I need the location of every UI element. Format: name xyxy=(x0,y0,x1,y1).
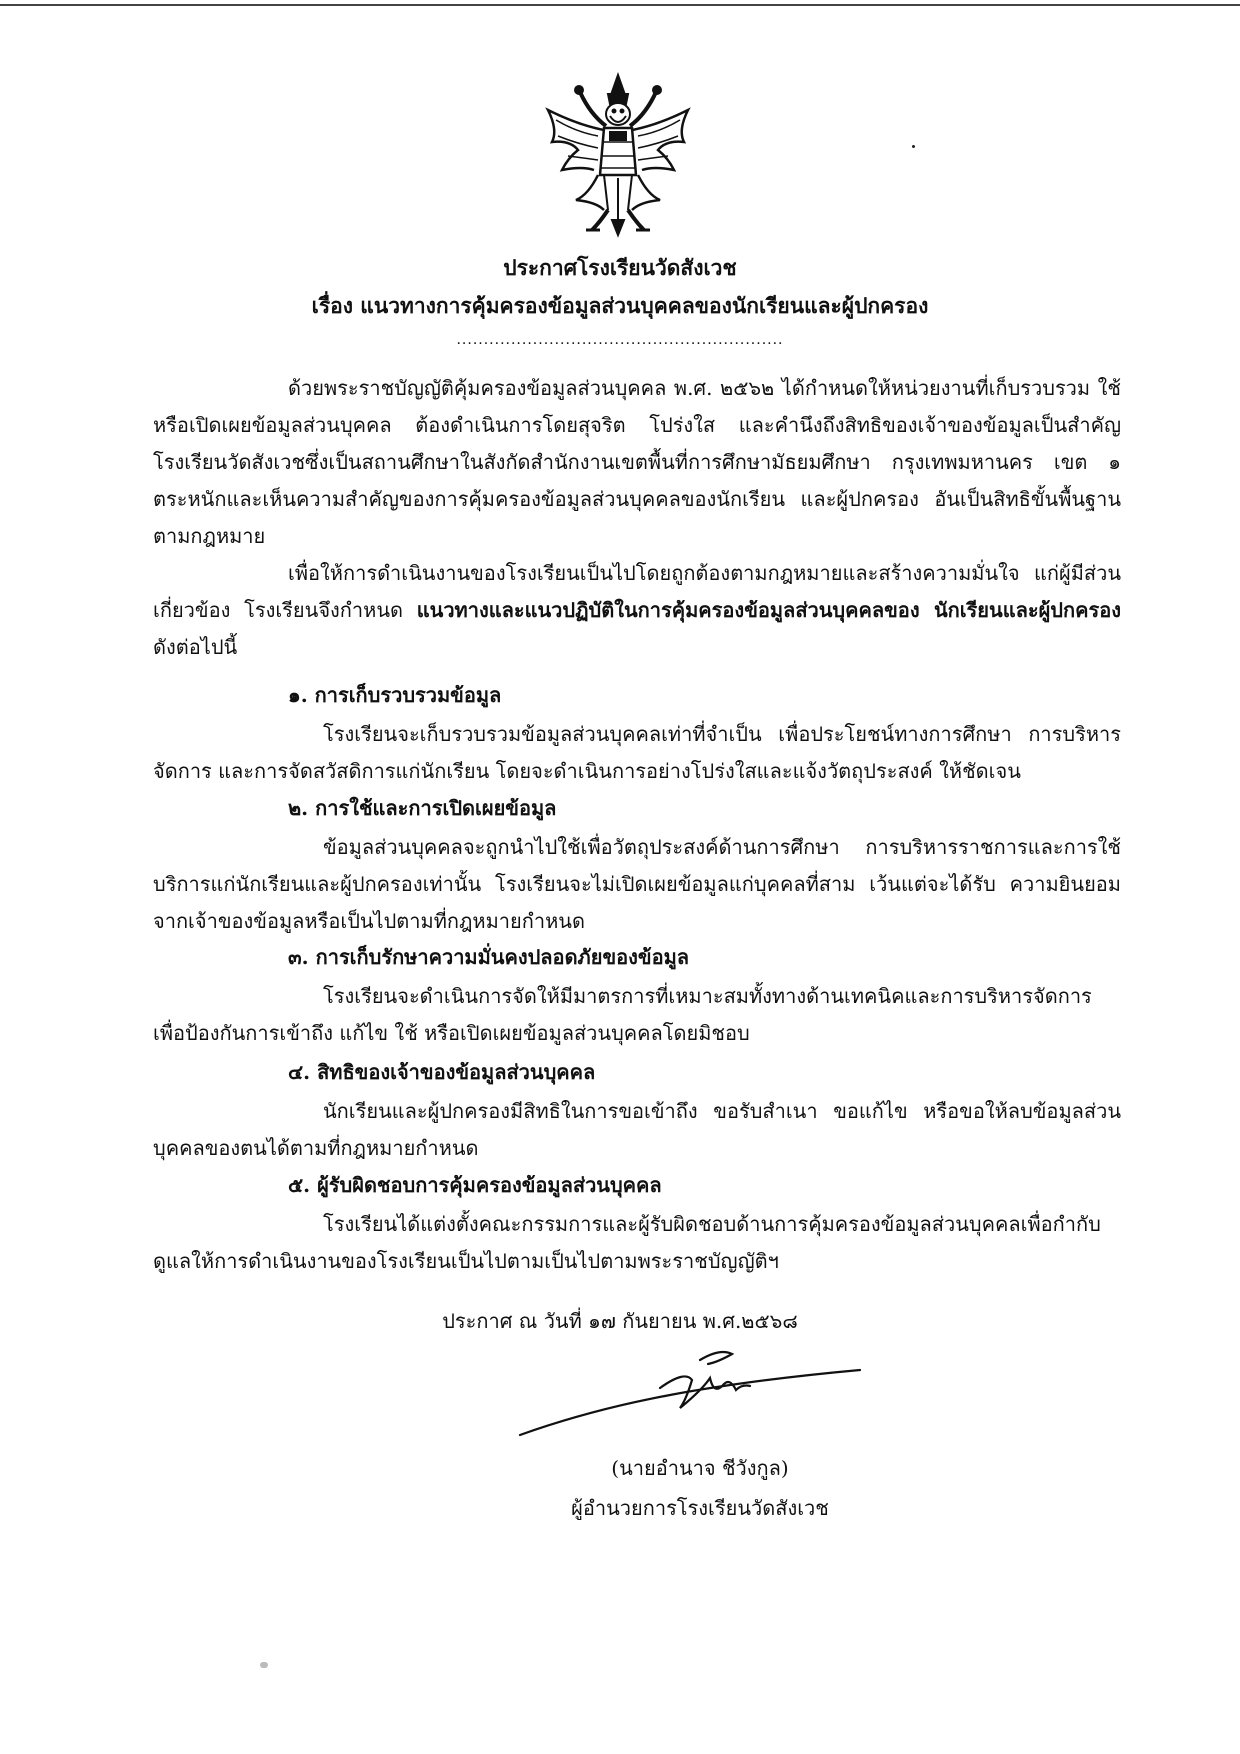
announcement-date: ประกาศ ณ วันที่ ๑๗ กันยายน พ.ศ.๒๕๖๘ xyxy=(442,1309,798,1333)
scan-dot xyxy=(912,145,915,148)
intro-paragraph-1: ด้วยพระราชบัญญัติคุ้มครองข้อมูลส่วนบุคคล พ.ศ. ๒๕๖๒ ได้กำหนดให้หน่วยงานที่เก็บรวบรวม ใช้ หรือเปิดเผยข้อมูลส่วนบุคคล ต้องดำเนินการโดยสุจริต โปร่งใส และคำนึงถึงสิทธิของเจ้าของข้อมูลเป็นสำคัญ โรงเรียนวัดสังเวชซึ่งเป็นสถานศึกษาในสังกัดสำนักงานเขตพื้นที่การศึกษามัธยมศึกษา กรุงเทพมหานคร เขต ๑ ตระหนักและเห็นความสำคัญของการคุ้มครองข้อมูลส่วนบุคคลของนักเรียน และผู้ปกครอง อันเป็นสิทธิขั้นพื้นฐานตามกฎหมาย xyxy=(153,376,1121,548)
section-2-text: ข้อมูลส่วนบุคคลจะถูกนำไปใช้เพื่อวัตถุประสงค์ด้านการศึกษา การบริหารราชการและการใช้บริการแก่นักเรียนและผู้ปกครองเท่านั้น โรงเรียนจะไม่เปิดเผยข้อมูลแก่บุคคลที่สาม เว้นแต่จะได้รับ ความยินยอมจากเจ้าของข้อมูลหรือเป็นไปตามที่กฎหมายกำหนด xyxy=(153,835,1121,933)
intro-paragraph-2-emphasis: แนวทางและแนวปฏิบัติในการคุ้มครองข้อมูลส่วนบุคคลของ นักเรียนและผู้ปกครอง xyxy=(416,598,1122,622)
signer-title: ผู้อำนวยการโรงเรียนวัดสังเวช xyxy=(571,1496,829,1520)
section-4-text: นักเรียนและผู้ปกครองมีสิทธิในการขอเข้าถึง ขอรับสำเนา ขอแก้ไข หรือขอให้ลบข้อมูลส่วนบุคคลของตนได้ตามที่กฎหมายกำหนด xyxy=(153,1099,1121,1160)
announcement-title: ประกาศโรงเรียนวัดสังเวช xyxy=(503,255,737,280)
section-4-heading: ๔. สิทธิของเจ้าของข้อมูลส่วนบุคคล xyxy=(288,1060,596,1084)
announcement-subject: เรื่อง แนวทางการคุ้มครองข้อมูลส่วนบุคคลของนักเรียนและผู้ปกครอง xyxy=(311,293,929,318)
section-2-heading: ๒. การใช้และการเปิดเผยข้อมูล xyxy=(288,796,557,820)
scan-speck xyxy=(260,1662,268,1668)
intro-paragraph-2 xyxy=(153,555,1121,666)
section-5-heading: ๕. ผู้รับผิดชอบการคุ้มครองข้อมูลส่วนบุคคล xyxy=(288,1173,662,1197)
top-border-line xyxy=(0,4,1240,6)
intro-paragraph-2-lead: เพื่อให้การดำเนินงานของโรงเรียนเป็นไปโดยถูกต้องตามกฎหมายและสร้างความมั่นใจ แก่ผู้มีส่วนเกี่ยวข้อง โรงเรียนจึงกำหนด xyxy=(153,561,1121,622)
signature-icon xyxy=(510,1340,870,1450)
intro-paragraph-2-tail: ดังต่อไปนี้ xyxy=(153,635,238,659)
signer-name: (นายอำนาจ ชีวังกูล) xyxy=(611,1456,789,1480)
section-1-heading: ๑. การเก็บรวบรวมข้อมูล xyxy=(288,683,502,707)
title-separator: ............................................................ xyxy=(456,332,784,348)
section-3-heading: ๓. การเก็บรักษาความมั่นคงปลอดภัยของข้อมูล xyxy=(288,945,690,969)
section-3-text: โรงเรียนจะดำเนินการจัดให้มีมาตรการที่เหมาะสมทั้งทางด้านเทคนิคและการบริหารจัดการเพื่อป้องกันการเข้าถึง แก้ไข ใช้ หรือเปิดเผยข้อมูลส่วนบุคคลโดยมิชอบ xyxy=(153,984,1092,1045)
garuda-emblem-icon xyxy=(538,70,698,245)
section-5-text: โรงเรียนได้แต่งตั้งคณะกรรมการและผู้รับผิดชอบด้านการคุ้มครองข้อมูลส่วนบุคคลเพื่อกำกับดูแลให้การดำเนินงานของโรงเรียนเป็นไปตามเป็นไปตามพระราชบัญญัติฯ xyxy=(153,1212,1101,1273)
section-1-text: โรงเรียนจะเก็บรวบรวมข้อมูลส่วนบุคคลเท่าที่จำเป็น เพื่อประโยชน์ทางการศึกษา การบริหารจัดการ และการจัดสวัสดิการแก่นักเรียน โดยจะดำเนินการอย่างโปร่งใสและแจ้งวัตถุประสงค์ ให้ชัดเจน xyxy=(153,722,1121,783)
